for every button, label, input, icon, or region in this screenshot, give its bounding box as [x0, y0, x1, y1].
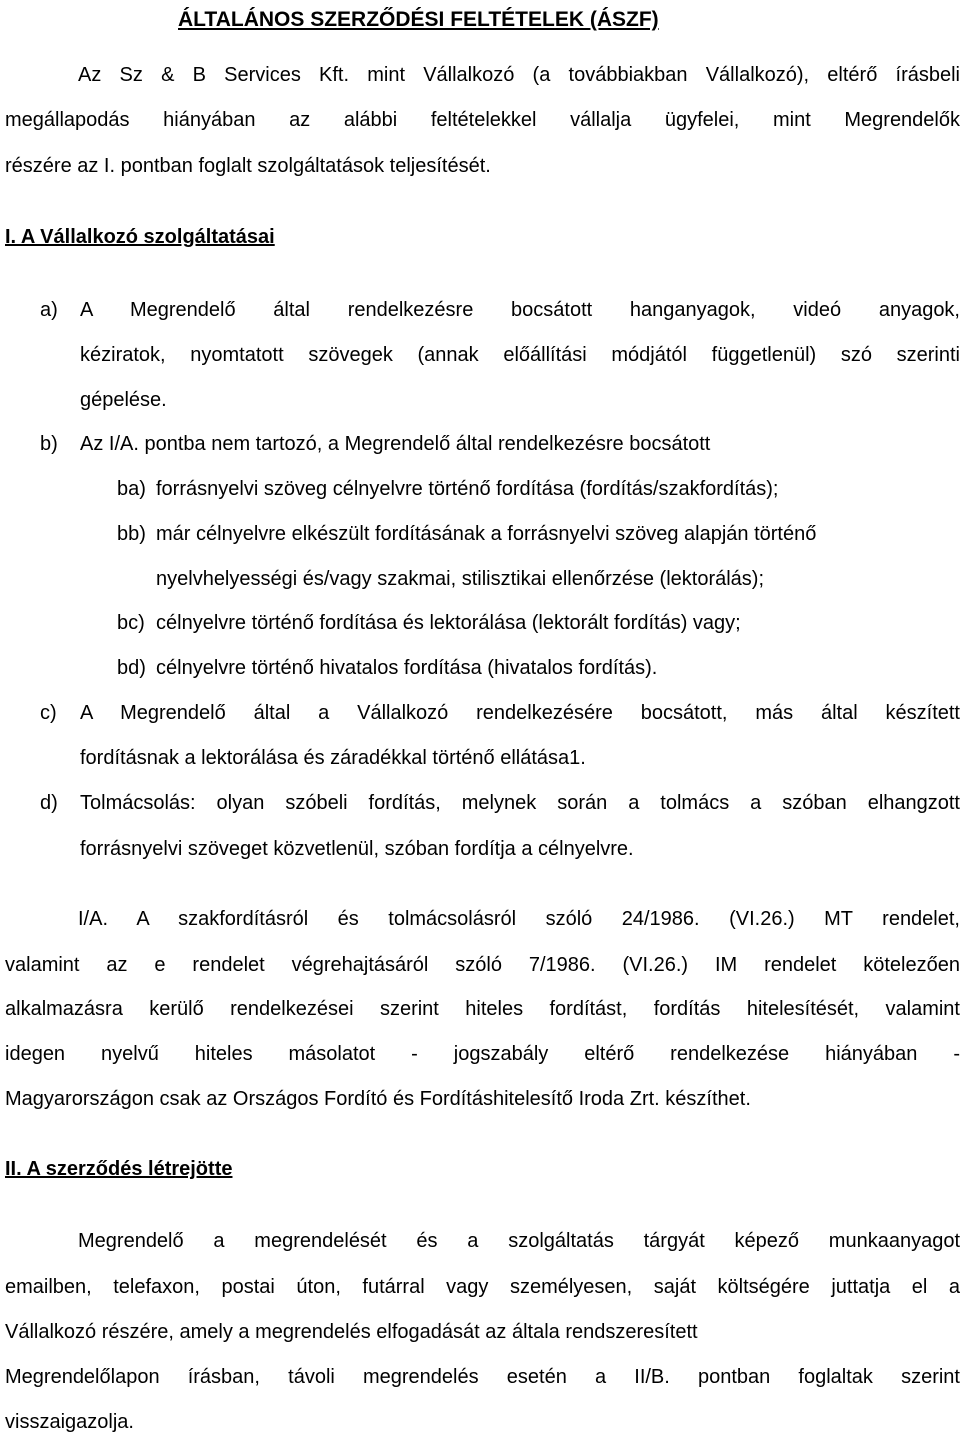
sub-bc-line-1: célnyelvre történő fordítása és lektorálása (lektorált fordítás) vagy;	[156, 612, 741, 634]
intro-line-2: megállapodás hiányában az alábbi feltételekkel vállalja ügyfelei, mint Megrendelők	[5, 109, 960, 131]
ia-line-1: I/A. A szakfordításról és tolmácsolásról szóló 24/1986. (VI.26.) MT rendelet,	[78, 908, 960, 930]
item-c-line-1: A Megrendelő által a Vállalkozó rendelkezésére bocsátott, más által készített	[80, 702, 960, 724]
sec2-line-4: Megrendelőlapon írásban, távoli megrendelés esetén a II/B. pontban foglaltak szerint	[5, 1366, 960, 1388]
ia-line-3: alkalmazásra kerülő rendelkezései szerint hiteles fordítást, fordítás hitelesítését, valamint	[5, 998, 960, 1020]
ia-line-5: Magyarországon csak az Országos Fordító és Fordításhitelesítő Iroda Zrt. készíthet.	[5, 1088, 751, 1110]
item-d-line-2: forrásnyelvi szöveget közvetlenül, szóban fordítja a célnyelvre.	[80, 838, 634, 860]
sub-bc-label: bc)	[117, 612, 145, 634]
item-c-label: c)	[40, 702, 57, 724]
item-c-line-2: fordításnak a lektorálása és záradékkal történő ellátása1.	[80, 747, 586, 769]
ia-line-2: valamint az e rendelet végrehajtásáról szóló 7/1986. (VI.26.) IM rendelet kötelezően	[5, 954, 960, 976]
sec2-line-5: visszaigazolja.	[5, 1411, 134, 1433]
sub-ba-label: ba)	[117, 478, 146, 500]
section-2-heading: II. A szerződés létrejötte	[5, 1158, 233, 1180]
sub-bb-label: bb)	[117, 523, 146, 545]
item-a-line-1: A Megrendelő által rendelkezésre bocsátott hanganyagok, videó anyagok,	[80, 299, 960, 321]
item-d-label: d)	[40, 792, 58, 814]
sec2-line-3: Vállalkozó részére, amely a megrendelés elfogadását az általa rendszeresített	[5, 1321, 698, 1343]
section-1-heading: I. A Vállalkozó szolgáltatásai	[5, 226, 275, 248]
sub-bb-line-1: már célnyelvre elkészült fordításának a forrásnyelvi szöveg alapján történő	[156, 523, 817, 545]
intro-line-1: Az Sz & B Services Kft. mint Vállalkozó (a továbbiakban Vállalkozó), eltérő írásbeli	[78, 64, 960, 86]
sec2-line-1: Megrendelő a megrendelését és a szolgáltatás tárgyát képező munkaanyagot	[78, 1230, 960, 1252]
item-b-label: b)	[40, 433, 58, 455]
intro-line-3: részére az I. pontban foglalt szolgáltatások teljesítését.	[5, 155, 491, 177]
item-a-line-2: kéziratok, nyomtatott szövegek (annak előállítási módjától függetlenül) szó szerinti	[80, 344, 960, 366]
sec2-line-2: emailben, telefaxon, postai úton, futárral vagy személyesen, saját költségére juttatja el a	[5, 1276, 960, 1298]
item-d-line-1: Tolmácsolás: olyan szóbeli fordítás, melynek során a tolmács a szóban elhangzott	[80, 792, 960, 814]
sub-bb-line-2: nyelvhelyességi és/vagy szakmai, stilisztikai ellenőrzése (lektorálás);	[156, 568, 765, 590]
item-b-line: Az I/A. pontba nem tartozó, a Megrendelő által rendelkezésre bocsátott	[80, 433, 711, 455]
document-title: ÁLTALÁNOS SZERZŐDÉSI FELTÉTELEK (ÁSZF)	[178, 8, 659, 31]
sub-ba-line-1: forrásnyelvi szöveg célnyelvre történő fordítása (fordítás/szakfordítás);	[156, 478, 779, 500]
item-a-label: a)	[40, 299, 58, 321]
item-a-line-3: gépelése.	[80, 389, 167, 411]
sub-bd-label: bd)	[117, 657, 146, 679]
sub-bd-line-1: célnyelvre történő hivatalos fordítása (hivatalos fordítás).	[156, 657, 658, 679]
ia-line-4: idegen nyelvű hiteles másolatot - jogszabály eltérő rendelkezése hiányában -	[5, 1043, 960, 1065]
